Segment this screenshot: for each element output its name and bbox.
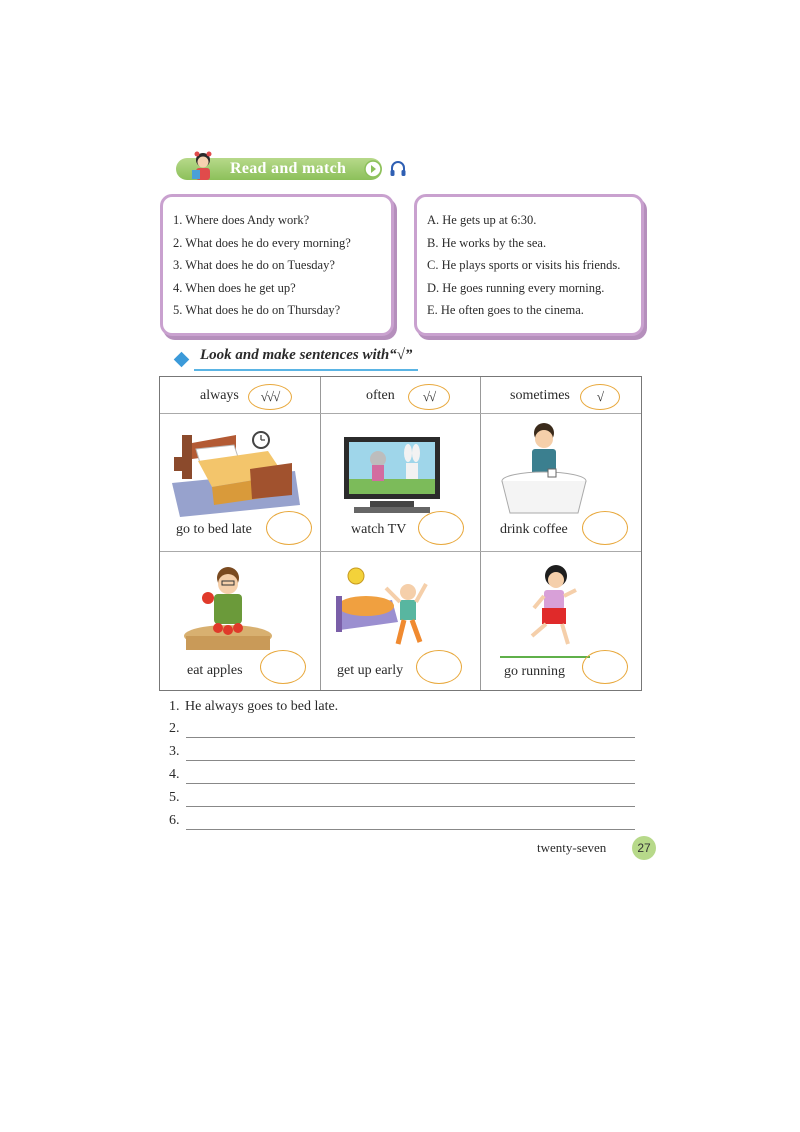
- look-and-make-header: [172, 346, 452, 376]
- answer-line[interactable]: [186, 806, 635, 807]
- question-item: 1. Where does Andy work?: [173, 213, 310, 227]
- sentence-row: [169, 696, 635, 718]
- answer-oval[interactable]: [260, 650, 306, 684]
- activity-label: watch TV: [351, 522, 407, 537]
- frequency-label: always: [200, 388, 239, 403]
- activity-cell: [480, 413, 640, 551]
- activity-cell: [160, 552, 320, 690]
- sentence-row[interactable]: [169, 741, 635, 763]
- sentence-row[interactable]: [169, 718, 635, 740]
- page-number-badge: 27: [632, 836, 656, 860]
- answer-oval[interactable]: [582, 650, 628, 684]
- answer-line[interactable]: [186, 829, 635, 830]
- answer-item: E. He often goes to the cinema.: [427, 303, 584, 317]
- activity-grid: [159, 376, 642, 691]
- answer-line[interactable]: [186, 737, 635, 738]
- diamond-bullet-icon: [174, 352, 190, 368]
- answer-oval[interactable]: [416, 650, 462, 684]
- question-item: 4. When does he get up?: [173, 280, 296, 295]
- frequency-header-often: [320, 377, 480, 413]
- activity-cell: [480, 552, 640, 690]
- sentence-number: 2.: [169, 721, 180, 736]
- girl-mascot-icon: [186, 150, 220, 184]
- answer-item: A. He gets up at 6:30.: [427, 213, 537, 227]
- section-title: Look and make sentences with“√”: [200, 347, 413, 363]
- frequency-header-always: [160, 377, 320, 413]
- sentence-number: 1.: [169, 699, 180, 714]
- check-marks: √: [580, 384, 620, 410]
- page-number-words: twenty-seven: [537, 840, 607, 855]
- sentence-text: He always goes to bed late.: [185, 699, 339, 714]
- activity-label: go to bed late: [176, 522, 252, 537]
- headphone-icon[interactable]: [388, 159, 408, 179]
- sentence-number: 6.: [169, 813, 180, 828]
- activity-label: eat apples: [187, 663, 243, 678]
- frequency-header-sometimes: [480, 377, 640, 413]
- sentence-row[interactable]: [169, 764, 635, 786]
- questions-box: [160, 194, 394, 336]
- answer-item: C. He plays sports or visits his friends.: [427, 258, 621, 272]
- answer-oval[interactable]: [418, 511, 464, 545]
- answer-item: B. He works by the sea.: [427, 235, 547, 250]
- activity-label: get up early: [337, 663, 404, 678]
- answer-oval[interactable]: [582, 511, 628, 545]
- read-and-match-header: [172, 150, 422, 184]
- answer-line[interactable]: [186, 760, 635, 761]
- title-underline: [194, 369, 418, 371]
- activity-label: drink coffee: [500, 522, 568, 537]
- sentence-row[interactable]: [169, 810, 635, 832]
- frequency-label: often: [366, 388, 395, 403]
- activity-cell: [320, 552, 480, 690]
- answer-line[interactable]: [186, 783, 635, 784]
- answer-oval[interactable]: [266, 511, 312, 545]
- question-item: 2. What does he do every morning?: [173, 235, 351, 250]
- sentence-number: 4.: [169, 767, 180, 782]
- answers-box: [414, 194, 644, 336]
- frequency-label: sometimes: [510, 388, 570, 403]
- sentence-row[interactable]: [169, 787, 635, 809]
- sentence-number: 5.: [169, 790, 180, 805]
- sentence-number: 3.: [169, 744, 180, 759]
- section-title: Read and match: [230, 160, 347, 177]
- question-item: 5. What does he do on Thursday?: [173, 303, 341, 317]
- check-marks: √√√: [248, 384, 292, 410]
- play-icon[interactable]: [364, 160, 382, 178]
- question-item: 3. What does he do on Tuesday?: [173, 258, 335, 272]
- answer-item: D. He goes running every morning.: [427, 280, 605, 295]
- activity-cell: [320, 413, 480, 551]
- activity-cell: [160, 413, 320, 551]
- check-marks: √√: [408, 384, 450, 410]
- activity-label: go running: [504, 664, 566, 679]
